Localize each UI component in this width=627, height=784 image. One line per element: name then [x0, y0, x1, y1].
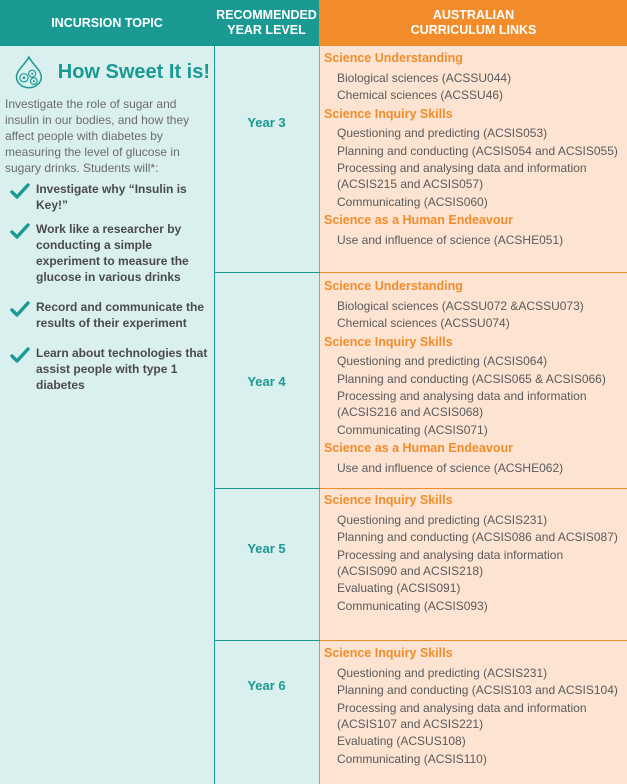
curriculum-item: Planning and conducting (ACSIS103 and ACSIS104): [337, 683, 618, 697]
bullet-text: Work like a researcher by conducting a simple experiment to measure the glucose in various drinks: [36, 222, 189, 284]
curriculum-item: Planning and conducting (ACSIS054 and ACSIS055): [337, 143, 618, 158]
section-heading: Science Inquiry Skills: [324, 106, 453, 121]
section-heading: Science as a Human Endeavour: [324, 213, 513, 227]
header-year-line2: YEAR LEVEL: [227, 23, 306, 37]
header-curriculum-links: [320, 0, 627, 46]
bullet-text: Learn about technologies that assist people with type 1 diabetes: [36, 346, 208, 392]
curriculum-item: Chemical sciences (ACSSU46): [337, 88, 504, 102]
year-3-links: [324, 49, 624, 249]
year-4-label: Year 4: [247, 374, 286, 389]
list-item: [10, 345, 210, 393]
curriculum-item: Biological sciences (ACSSU072 &ACSSU073): [337, 298, 584, 313]
checkmark-icon: [10, 300, 30, 318]
topic-intro: Investigate the role of sugar and insulin in our bodies, and how they affect people with diabetes by measuring the level of glucose in sugary drinks. Students will*:: [5, 97, 190, 175]
curriculum-item: Questioning and predicting (ACSIS064): [337, 354, 548, 368]
section-heading: Science Inquiry Skills: [324, 646, 453, 660]
bullet-text: Investigate why “Insulin is Key!”: [36, 182, 187, 212]
topic-bullets: [10, 181, 210, 401]
year-6-links: [324, 644, 624, 768]
list-item: [10, 181, 210, 213]
divider: [214, 272, 320, 273]
curriculum-item: Biological sciences (ACSSU044): [337, 70, 512, 85]
divider: [214, 488, 320, 489]
topic-title: How Sweet It is!: [57, 60, 210, 83]
curriculum-item: Use and influence of science (ACSHE051): [337, 232, 564, 247]
checkmark-icon: [10, 182, 30, 200]
header-year-line1: RECOMMENDED: [216, 8, 317, 22]
year-5-links: [324, 491, 624, 615]
year-4-links: [324, 277, 624, 477]
topic-heading: [14, 52, 210, 92]
list-item: [10, 221, 210, 285]
curriculum-item: Planning and conducting (ACSIS086 and ACSIS087): [337, 530, 618, 544]
curriculum-item: Processing and analysing data and information (ACSIS216 and ACSIS068): [337, 389, 587, 419]
curriculum-item: Evaluating (ACSUS108): [337, 734, 466, 748]
curriculum-item: Planning and conducting (ACSIS065 & ACSIS066): [337, 371, 606, 386]
checkmark-icon: [10, 346, 30, 364]
year-5-label: Year 5: [247, 541, 286, 556]
curriculum-item: Communicating (ACSIS060): [337, 194, 488, 209]
header-links-line1: AUSTRALIAN: [432, 8, 515, 22]
divider: [214, 640, 320, 641]
curriculum-item: Questioning and predicting (ACSIS053): [337, 126, 548, 140]
bullet-text: Record and communicate the results of their experiment: [36, 300, 205, 330]
year-6-label: Year 6: [247, 678, 286, 693]
divider: [320, 272, 627, 273]
curriculum-item: Communicating (ACSIS093): [337, 598, 488, 613]
divider: [320, 488, 627, 489]
curriculum-item: Use and influence of science (ACSHE062): [337, 460, 564, 475]
section-heading: Science Understanding: [324, 279, 463, 293]
section-heading: Science Understanding: [324, 51, 463, 65]
curriculum-item: Processing and analysing data and information (ACSIS215 and ACSIS057): [337, 161, 587, 191]
list-item: [10, 299, 210, 331]
curriculum-item: Chemical sciences (ACSSU074): [337, 316, 510, 330]
section-heading: Science as a Human Endeavour: [324, 441, 513, 455]
curriculum-item: Questioning and predicting (ACSIS231): [337, 665, 548, 680]
curriculum-item: Processing and analysing data information (ACSIS090 and ACSIS218): [337, 547, 564, 578]
curriculum-item: Evaluating (ACSIS091): [337, 581, 461, 595]
header-incursion-topic: [0, 0, 214, 46]
section-heading: Science Inquiry Skills: [324, 493, 453, 507]
divider: [320, 640, 627, 641]
header-links-line2: CURRICULUM LINKS: [410, 23, 537, 37]
curriculum-item: Processing and analysing data and information (ACSIS107 and ACSIS221): [337, 700, 587, 731]
section-heading: Science Inquiry Skills: [324, 334, 453, 349]
header-year-level: [214, 0, 319, 46]
divider: [319, 0, 320, 784]
sugar-drop-icon: [14, 52, 44, 92]
year-3-label: Year 3: [247, 115, 286, 130]
curriculum-item: Communicating (ACSIS110): [337, 751, 487, 766]
curriculum-item: Communicating (ACSIS071): [337, 422, 488, 437]
header-topic-label: INCURSION TOPIC: [51, 15, 163, 30]
curriculum-item: Questioning and predicting (ACSIS231): [337, 512, 548, 527]
checkmark-icon: [10, 222, 30, 240]
